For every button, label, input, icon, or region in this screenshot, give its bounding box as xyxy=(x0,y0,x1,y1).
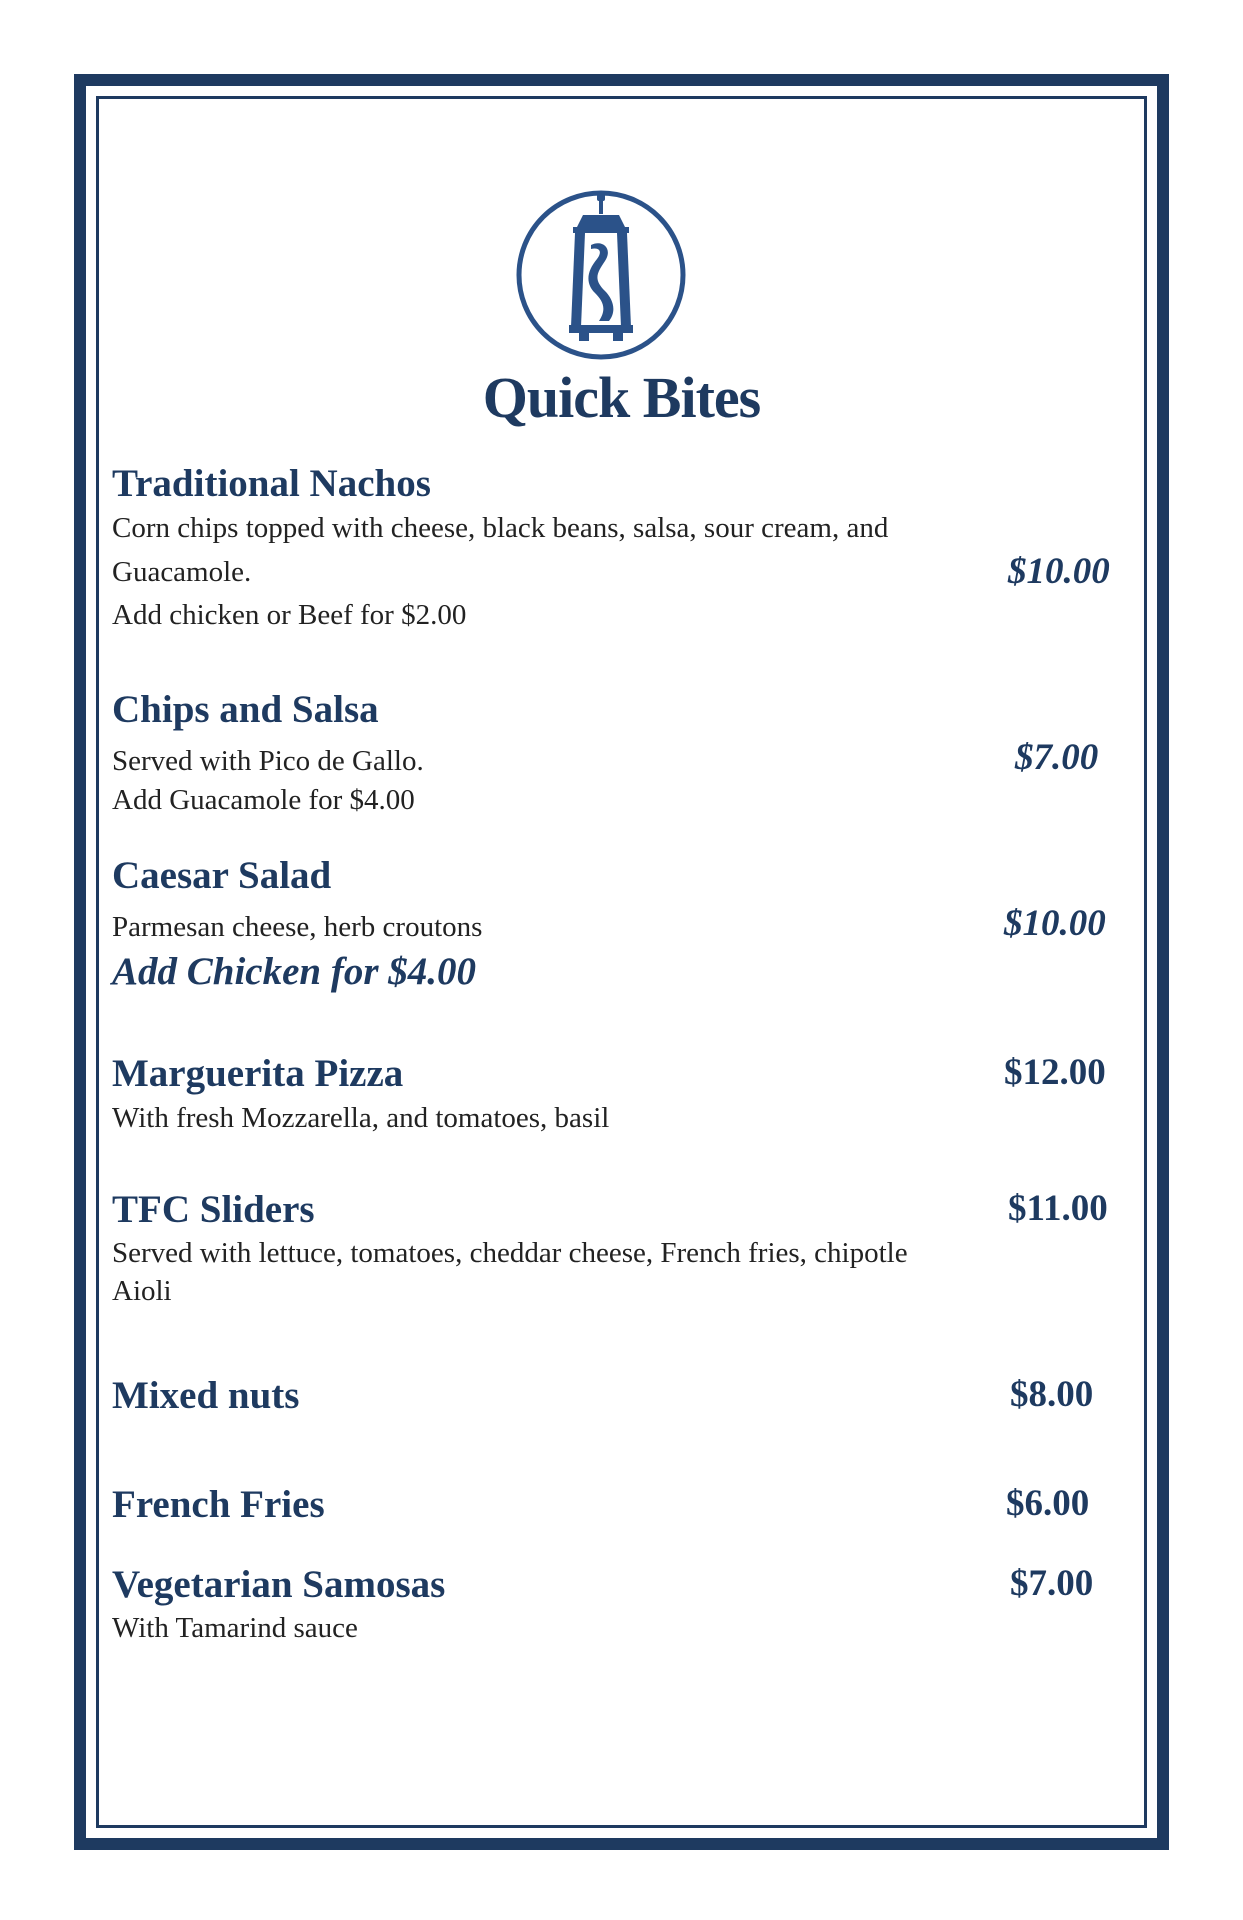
item-name: TFC Sliders xyxy=(112,1188,315,1231)
item-description: With Tamarind sauce xyxy=(112,1612,358,1644)
item-price: $10.00 xyxy=(1004,903,1106,944)
item-name: Mixed nuts xyxy=(112,1374,300,1417)
item-name: French Fries xyxy=(112,1483,325,1526)
item-price: $12.00 xyxy=(1004,1052,1106,1093)
item-price: $10.00 xyxy=(1008,551,1110,592)
item-description: With fresh Mozzarella, and tomatoes, basil xyxy=(112,1102,610,1134)
item-description: Served with lettuce, tomatoes, cheddar cheese, French fries, chipotle xyxy=(112,1237,908,1269)
item-add-on: Add Guacamole for $4.00 xyxy=(112,784,415,816)
item-price: $7.00 xyxy=(1015,737,1099,778)
item-name: Marguerita Pizza xyxy=(112,1052,404,1095)
item-description: Guacamole. xyxy=(112,556,252,588)
item-price: $7.00 xyxy=(1010,1563,1094,1604)
item-description: Served with Pico de Gallo. xyxy=(112,745,424,777)
item-add-on: Add chicken or Beef for $2.00 xyxy=(112,599,467,631)
menu-title: Quick Bites xyxy=(482,365,761,430)
item-price: $11.00 xyxy=(1008,1188,1108,1229)
item-description: Parmesan cheese, herb croutons xyxy=(112,911,483,943)
item-description: Corn chips topped with cheese, black beans, salsa, sour cream, and xyxy=(112,512,889,544)
item-name: Traditional Nachos xyxy=(112,462,431,505)
item-name: Chips and Salsa xyxy=(112,688,379,731)
lantern-icon xyxy=(513,187,689,363)
item-name: Caesar Salad xyxy=(112,854,332,897)
item-description: Aioli xyxy=(112,1275,172,1307)
item-name: Vegetarian Samosas xyxy=(112,1563,446,1606)
item-price: $8.00 xyxy=(1010,1374,1094,1415)
item-price: $6.00 xyxy=(1006,1483,1090,1524)
item-add-on: Add Chicken for $4.00 xyxy=(112,950,477,993)
